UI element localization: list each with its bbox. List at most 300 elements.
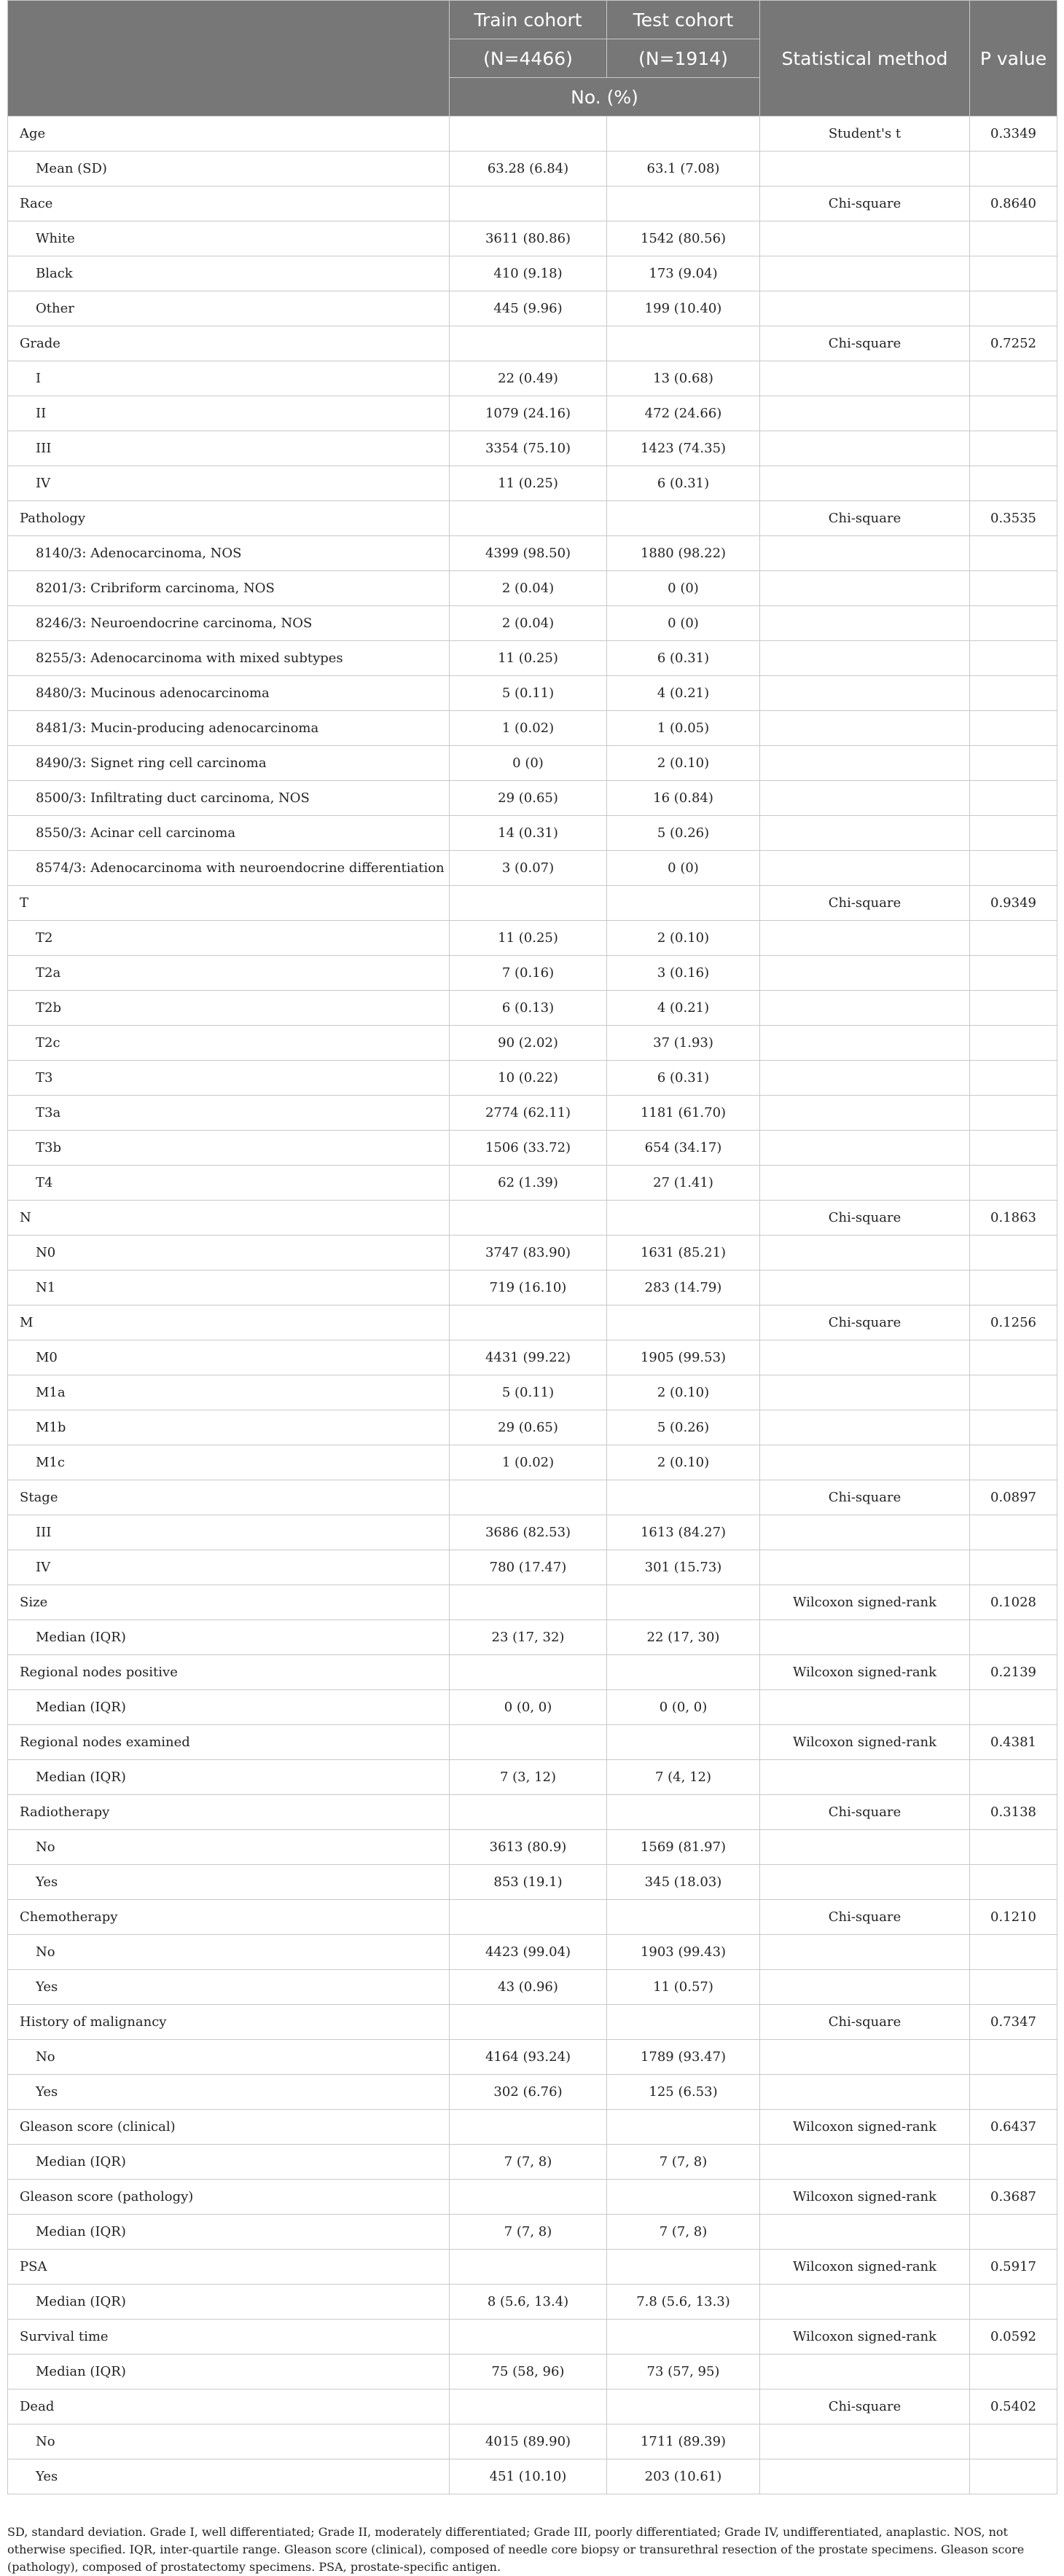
train-value: 1506 (33.72) bbox=[450, 1131, 607, 1166]
test-value: 37 (1.93) bbox=[607, 1026, 760, 1061]
train-value: 29 (0.65) bbox=[450, 1410, 607, 1445]
p-value bbox=[970, 1830, 1057, 1865]
table-row bbox=[8, 2355, 1057, 2390]
p-value bbox=[970, 1375, 1057, 1410]
table-row bbox=[8, 2075, 1057, 2110]
test-value: 22 (17, 30) bbox=[607, 1620, 760, 1655]
row-label: Grade bbox=[8, 326, 450, 361]
row-label: Yes bbox=[8, 2075, 450, 2110]
table-group-row bbox=[8, 501, 1057, 536]
header-train-n: (N=4466) bbox=[450, 39, 607, 78]
statistical-method: Chi-square bbox=[760, 326, 970, 361]
p-value bbox=[970, 921, 1057, 956]
train-value: 3354 (75.10) bbox=[450, 431, 607, 466]
statistical-method bbox=[760, 536, 970, 571]
test-value bbox=[607, 1795, 760, 1830]
row-label: White bbox=[8, 221, 450, 256]
statistical-method: Chi-square bbox=[760, 1900, 970, 1935]
p-value bbox=[970, 536, 1057, 571]
test-value: 2 (0.10) bbox=[607, 921, 760, 956]
train-value bbox=[450, 1305, 607, 1340]
row-label: 8481/3: Mucin-producing adenocarcinoma bbox=[8, 711, 450, 746]
train-value: 1 (0.02) bbox=[450, 1445, 607, 1480]
test-value: 13 (0.68) bbox=[607, 361, 760, 396]
table-group-row bbox=[8, 1201, 1057, 1236]
statistical-method: Wilcoxon signed-rank bbox=[760, 2250, 970, 2285]
p-value: 0.5402 bbox=[970, 2390, 1057, 2424]
train-value bbox=[450, 1585, 607, 1620]
train-value: 7 (7, 8) bbox=[450, 2145, 607, 2180]
statistical-method bbox=[760, 1970, 970, 2005]
statistical-method bbox=[760, 991, 970, 1026]
p-value: 0.3687 bbox=[970, 2180, 1057, 2215]
p-value bbox=[970, 466, 1057, 501]
test-value: 4 (0.21) bbox=[607, 676, 760, 711]
test-value: 27 (1.41) bbox=[607, 1166, 760, 1201]
table-row bbox=[8, 2459, 1057, 2494]
p-value bbox=[970, 2424, 1057, 2459]
table-row bbox=[8, 221, 1057, 256]
p-value bbox=[970, 1690, 1057, 1725]
header-unit: No. (%) bbox=[450, 78, 760, 117]
p-value bbox=[970, 1096, 1057, 1131]
row-label: 8550/3: Acinar cell carcinoma bbox=[8, 816, 450, 851]
row-label: II bbox=[8, 396, 450, 431]
p-value bbox=[970, 1865, 1057, 1900]
table-row bbox=[8, 1935, 1057, 1970]
train-value bbox=[450, 1725, 607, 1760]
test-value bbox=[607, 2005, 760, 2040]
statistical-method bbox=[760, 1515, 970, 1550]
table-group-row bbox=[8, 117, 1057, 152]
table-row bbox=[8, 2285, 1057, 2320]
row-label: 8500/3: Infiltrating duct carcinoma, NOS bbox=[8, 781, 450, 816]
train-value: 0 (0, 0) bbox=[450, 1690, 607, 1725]
test-value: 11 (0.57) bbox=[607, 1970, 760, 2005]
row-label: No bbox=[8, 2040, 450, 2075]
test-value bbox=[607, 1480, 760, 1515]
test-value: 1569 (81.97) bbox=[607, 1830, 760, 1865]
table-group-row bbox=[8, 1480, 1057, 1515]
train-value bbox=[450, 326, 607, 361]
train-value: 3613 (80.9) bbox=[450, 1830, 607, 1865]
train-value bbox=[450, 1795, 607, 1830]
p-value bbox=[970, 2285, 1057, 2320]
row-label: T3b bbox=[8, 1131, 450, 1166]
train-value: 75 (58, 96) bbox=[450, 2355, 607, 2390]
table-group-row bbox=[8, 2390, 1057, 2424]
test-value: 345 (18.03) bbox=[607, 1865, 760, 1900]
statistical-method bbox=[760, 2355, 970, 2390]
statistical-method bbox=[760, 2459, 970, 2494]
train-value: 7 (3, 12) bbox=[450, 1760, 607, 1795]
table-group-row bbox=[8, 1725, 1057, 1760]
table-group-row bbox=[8, 2005, 1057, 2040]
row-label: Stage bbox=[8, 1480, 450, 1515]
row-label: T4 bbox=[8, 1166, 450, 1201]
table-group-row bbox=[8, 886, 1057, 921]
statistical-method: Chi-square bbox=[760, 501, 970, 536]
row-label: 8574/3: Adenocarcinoma with neuroendocrine differentiation bbox=[8, 851, 450, 886]
table-row bbox=[8, 2215, 1057, 2250]
row-label: M1b bbox=[8, 1410, 450, 1445]
p-value: 0.4381 bbox=[970, 1725, 1057, 1760]
row-label: No bbox=[8, 2424, 450, 2459]
row-label: M1c bbox=[8, 1445, 450, 1480]
statistical-method bbox=[760, 851, 970, 886]
table-row bbox=[8, 1340, 1057, 1375]
train-value: 11 (0.25) bbox=[450, 641, 607, 676]
p-value bbox=[970, 676, 1057, 711]
table-row bbox=[8, 361, 1057, 396]
p-value bbox=[970, 711, 1057, 746]
header-train-cohort: Train cohort bbox=[450, 1, 607, 39]
row-label: III bbox=[8, 1515, 450, 1550]
p-value bbox=[970, 571, 1057, 606]
table-group-row bbox=[8, 1585, 1057, 1620]
table-row bbox=[8, 431, 1057, 466]
test-value: 301 (15.73) bbox=[607, 1550, 760, 1585]
table-row bbox=[8, 1410, 1057, 1445]
table-row bbox=[8, 1445, 1057, 1480]
statistical-method bbox=[760, 641, 970, 676]
table-row bbox=[8, 466, 1057, 501]
header-test-n: (N=1914) bbox=[607, 39, 760, 78]
statistical-method bbox=[760, 1690, 970, 1725]
test-value: 472 (24.66) bbox=[607, 396, 760, 431]
train-value: 4015 (89.90) bbox=[450, 2424, 607, 2459]
statistical-method bbox=[760, 1271, 970, 1305]
p-value bbox=[970, 1026, 1057, 1061]
row-label: 8490/3: Signet ring cell carcinoma bbox=[8, 746, 450, 781]
row-label: Yes bbox=[8, 2459, 450, 2494]
row-label: Age bbox=[8, 117, 450, 152]
test-value: 2 (0.10) bbox=[607, 746, 760, 781]
header-statistical-method: Statistical method bbox=[760, 1, 970, 117]
table-row bbox=[8, 396, 1057, 431]
p-value bbox=[970, 606, 1057, 641]
table-row bbox=[8, 571, 1057, 606]
table-row bbox=[8, 1760, 1057, 1795]
test-value: 0 (0) bbox=[607, 606, 760, 641]
table-row bbox=[8, 1690, 1057, 1725]
train-value: 4431 (99.22) bbox=[450, 1340, 607, 1375]
statistical-method: Chi-square bbox=[760, 2005, 970, 2040]
row-label: Mean (SD) bbox=[8, 152, 450, 186]
test-value: 2 (0.10) bbox=[607, 1375, 760, 1410]
p-value bbox=[970, 991, 1057, 1026]
table-row bbox=[8, 1375, 1057, 1410]
train-value: 5 (0.11) bbox=[450, 1375, 607, 1410]
test-value: 73 (57, 95) bbox=[607, 2355, 760, 2390]
p-value bbox=[970, 1550, 1057, 1585]
test-value bbox=[607, 1900, 760, 1935]
table-row bbox=[8, 641, 1057, 676]
table-row bbox=[8, 1271, 1057, 1305]
statistical-method bbox=[760, 2215, 970, 2250]
statistical-method bbox=[760, 1445, 970, 1480]
row-label: Gleason score (clinical) bbox=[8, 2110, 450, 2145]
p-value bbox=[970, 1061, 1057, 1096]
test-value bbox=[607, 886, 760, 921]
test-value: 203 (10.61) bbox=[607, 2459, 760, 2494]
train-value: 10 (0.22) bbox=[450, 1061, 607, 1096]
row-label: M bbox=[8, 1305, 450, 1340]
p-value: 0.1210 bbox=[970, 1900, 1057, 1935]
p-value bbox=[970, 221, 1057, 256]
row-label: 8480/3: Mucinous adenocarcinoma bbox=[8, 676, 450, 711]
row-label: Yes bbox=[8, 1970, 450, 2005]
train-value: 22 (0.49) bbox=[450, 361, 607, 396]
test-value: 6 (0.31) bbox=[607, 466, 760, 501]
test-value: 5 (0.26) bbox=[607, 816, 760, 851]
statistical-method bbox=[760, 1236, 970, 1271]
table-group-row bbox=[8, 2250, 1057, 2285]
statistical-method bbox=[760, 2424, 970, 2459]
row-label: Survival time bbox=[8, 2320, 450, 2355]
row-label: T3a bbox=[8, 1096, 450, 1131]
p-value: 0.5917 bbox=[970, 2250, 1057, 2285]
statistical-method bbox=[760, 1760, 970, 1795]
test-value: 1905 (99.53) bbox=[607, 1340, 760, 1375]
p-value bbox=[970, 1166, 1057, 1201]
statistical-method bbox=[760, 2285, 970, 2320]
test-value bbox=[607, 501, 760, 536]
p-value bbox=[970, 291, 1057, 326]
p-value bbox=[970, 1515, 1057, 1550]
test-value: 7 (7, 8) bbox=[607, 2145, 760, 2180]
table-row bbox=[8, 291, 1057, 326]
statistical-method: Chi-square bbox=[760, 1480, 970, 1515]
statistical-method bbox=[760, 466, 970, 501]
table-footnote: SD, standard deviation. Grade I, well differentiated; Grade II, moderately differentiated; Grade III, poorly differentiated; Grade IV, undifferentiated, anaplastic. NOS, not otherwise specified. IQR, inter-quartile range. Gleason score (clinical), composed of needle core biopsy or transurethral resection of the prostate specimens. Gleason score (pathology), composed of prostatectomy specimens. PSA, prostate-specific antigen. bbox=[7, 2525, 1025, 2574]
test-value: 5 (0.26) bbox=[607, 1410, 760, 1445]
train-value: 1 (0.02) bbox=[450, 711, 607, 746]
p-value bbox=[970, 2040, 1057, 2075]
statistical-method bbox=[760, 1026, 970, 1061]
p-value bbox=[970, 851, 1057, 886]
train-value bbox=[450, 2180, 607, 2215]
test-value bbox=[607, 2250, 760, 2285]
train-value: 3611 (80.86) bbox=[450, 221, 607, 256]
statistical-method bbox=[760, 1865, 970, 1900]
test-value bbox=[607, 326, 760, 361]
table-row bbox=[8, 956, 1057, 991]
statistical-method: Chi-square bbox=[760, 1201, 970, 1236]
statistical-method: Wilcoxon signed-rank bbox=[760, 1725, 970, 1760]
train-value: 451 (10.10) bbox=[450, 2459, 607, 2494]
test-value: 7 (7, 8) bbox=[607, 2215, 760, 2250]
statistical-method bbox=[760, 361, 970, 396]
test-value: 2 (0.10) bbox=[607, 1445, 760, 1480]
train-value: 4423 (99.04) bbox=[450, 1935, 607, 1970]
table-row bbox=[8, 1236, 1057, 1271]
table-group-row bbox=[8, 1655, 1057, 1690]
p-value bbox=[970, 2459, 1057, 2494]
statistical-method: Chi-square bbox=[760, 1305, 970, 1340]
row-label: Pathology bbox=[8, 501, 450, 536]
test-value: 63.1 (7.08) bbox=[607, 152, 760, 186]
statistical-method bbox=[760, 396, 970, 431]
p-value bbox=[970, 781, 1057, 816]
row-label: 8246/3: Neuroendocrine carcinoma, NOS bbox=[8, 606, 450, 641]
row-label: T2b bbox=[8, 991, 450, 1026]
p-value: 0.3535 bbox=[970, 501, 1057, 536]
statistical-method bbox=[760, 781, 970, 816]
train-value: 3747 (83.90) bbox=[450, 1236, 607, 1271]
table-body bbox=[8, 117, 1057, 2494]
table-row bbox=[8, 746, 1057, 781]
train-value: 445 (9.96) bbox=[450, 291, 607, 326]
row-label: IV bbox=[8, 466, 450, 501]
table-row bbox=[8, 1550, 1057, 1585]
train-value: 7 (0.16) bbox=[450, 956, 607, 991]
p-value bbox=[970, 256, 1057, 291]
table-row bbox=[8, 2040, 1057, 2075]
p-value: 0.6437 bbox=[970, 2110, 1057, 2145]
statistical-method bbox=[760, 1410, 970, 1445]
row-label: Median (IQR) bbox=[8, 2145, 450, 2180]
statistical-method bbox=[760, 711, 970, 746]
statistical-method bbox=[760, 1620, 970, 1655]
table-row bbox=[8, 2424, 1057, 2459]
test-value: 7.8 (5.6, 13.3) bbox=[607, 2285, 760, 2320]
table-row bbox=[8, 851, 1057, 886]
row-label: Median (IQR) bbox=[8, 1620, 450, 1655]
row-label: N0 bbox=[8, 1236, 450, 1271]
table-row bbox=[8, 152, 1057, 186]
statistical-method: Chi-square bbox=[760, 886, 970, 921]
test-value: 125 (6.53) bbox=[607, 2075, 760, 2110]
statistical-method bbox=[760, 1166, 970, 1201]
table-row bbox=[8, 1970, 1057, 2005]
statistical-method: Chi-square bbox=[760, 186, 970, 221]
train-value: 0 (0) bbox=[450, 746, 607, 781]
statistical-method: Chi-square bbox=[760, 1795, 970, 1830]
test-value: 7 (4, 12) bbox=[607, 1760, 760, 1795]
table-row bbox=[8, 781, 1057, 816]
p-value: 0.2139 bbox=[970, 1655, 1057, 1690]
p-value: 0.3138 bbox=[970, 1795, 1057, 1830]
statistical-method bbox=[760, 606, 970, 641]
train-value: 3 (0.07) bbox=[450, 851, 607, 886]
test-value: 6 (0.31) bbox=[607, 1061, 760, 1096]
p-value bbox=[970, 1760, 1057, 1795]
row-label: N1 bbox=[8, 1271, 450, 1305]
table-row bbox=[8, 536, 1057, 571]
statistical-method bbox=[760, 921, 970, 956]
p-value: 0.1028 bbox=[970, 1585, 1057, 1620]
train-value: 63.28 (6.84) bbox=[450, 152, 607, 186]
statistical-method: Wilcoxon signed-rank bbox=[760, 1585, 970, 1620]
row-label: Yes bbox=[8, 1865, 450, 1900]
p-value bbox=[970, 1935, 1057, 1970]
row-label: Radiotherapy bbox=[8, 1795, 450, 1830]
test-value: 1789 (93.47) bbox=[607, 2040, 760, 2075]
p-value bbox=[970, 2355, 1057, 2390]
test-value: 6 (0.31) bbox=[607, 641, 760, 676]
table-group-row bbox=[8, 326, 1057, 361]
table-row bbox=[8, 1131, 1057, 1166]
statistical-method bbox=[760, 2040, 970, 2075]
test-value: 1423 (74.35) bbox=[607, 431, 760, 466]
test-value: 1181 (61.70) bbox=[607, 1096, 760, 1131]
train-value: 719 (16.10) bbox=[450, 1271, 607, 1305]
statistical-method bbox=[760, 291, 970, 326]
table-row bbox=[8, 711, 1057, 746]
p-value: 0.1863 bbox=[970, 1201, 1057, 1236]
test-value: 16 (0.84) bbox=[607, 781, 760, 816]
row-label: Median (IQR) bbox=[8, 1760, 450, 1795]
train-value bbox=[450, 1480, 607, 1515]
train-value bbox=[450, 1201, 607, 1236]
table-row bbox=[8, 2145, 1057, 2180]
train-value bbox=[450, 886, 607, 921]
row-label: PSA bbox=[8, 2250, 450, 2285]
p-value: 0.8640 bbox=[970, 186, 1057, 221]
cohort-characteristics-table bbox=[7, 0, 1057, 2494]
row-label: III bbox=[8, 431, 450, 466]
test-value bbox=[607, 1725, 760, 1760]
p-value bbox=[970, 1340, 1057, 1375]
statistical-method bbox=[760, 1375, 970, 1410]
statistical-method bbox=[760, 431, 970, 466]
train-value: 5 (0.11) bbox=[450, 676, 607, 711]
table-row bbox=[8, 1620, 1057, 1655]
statistical-method bbox=[760, 816, 970, 851]
train-value: 8 (5.6, 13.4) bbox=[450, 2285, 607, 2320]
p-value bbox=[970, 641, 1057, 676]
table-row bbox=[8, 1865, 1057, 1900]
table-row bbox=[8, 606, 1057, 641]
row-label: No bbox=[8, 1830, 450, 1865]
test-value: 1631 (85.21) bbox=[607, 1236, 760, 1271]
statistical-method bbox=[760, 1340, 970, 1375]
p-value bbox=[970, 396, 1057, 431]
statistical-method bbox=[760, 746, 970, 781]
p-value: 0.1256 bbox=[970, 1305, 1057, 1340]
p-value bbox=[970, 1271, 1057, 1305]
p-value bbox=[970, 2075, 1057, 2110]
train-value: 43 (0.96) bbox=[450, 1970, 607, 2005]
test-value: 0 (0) bbox=[607, 571, 760, 606]
test-value bbox=[607, 2180, 760, 2215]
row-label: IV bbox=[8, 1550, 450, 1585]
p-value bbox=[970, 1445, 1057, 1480]
train-value bbox=[450, 2320, 607, 2355]
train-value bbox=[450, 1655, 607, 1690]
statistical-method: Wilcoxon signed-rank bbox=[760, 2180, 970, 2215]
statistical-method bbox=[760, 571, 970, 606]
train-value: 2 (0.04) bbox=[450, 571, 607, 606]
table-row bbox=[8, 1166, 1057, 1201]
row-label: Dead bbox=[8, 2390, 450, 2424]
p-value bbox=[970, 1410, 1057, 1445]
train-value: 23 (17, 32) bbox=[450, 1620, 607, 1655]
test-value: 4 (0.21) bbox=[607, 991, 760, 1026]
table-row bbox=[8, 991, 1057, 1026]
test-value: 283 (14.79) bbox=[607, 1271, 760, 1305]
row-label: Regional nodes examined bbox=[8, 1725, 450, 1760]
train-value: 29 (0.65) bbox=[450, 781, 607, 816]
test-value bbox=[607, 2110, 760, 2145]
p-value bbox=[970, 746, 1057, 781]
train-value bbox=[450, 2250, 607, 2285]
train-value: 780 (17.47) bbox=[450, 1550, 607, 1585]
train-value: 3686 (82.53) bbox=[450, 1515, 607, 1550]
row-label: T2c bbox=[8, 1026, 450, 1061]
train-value: 853 (19.1) bbox=[450, 1865, 607, 1900]
